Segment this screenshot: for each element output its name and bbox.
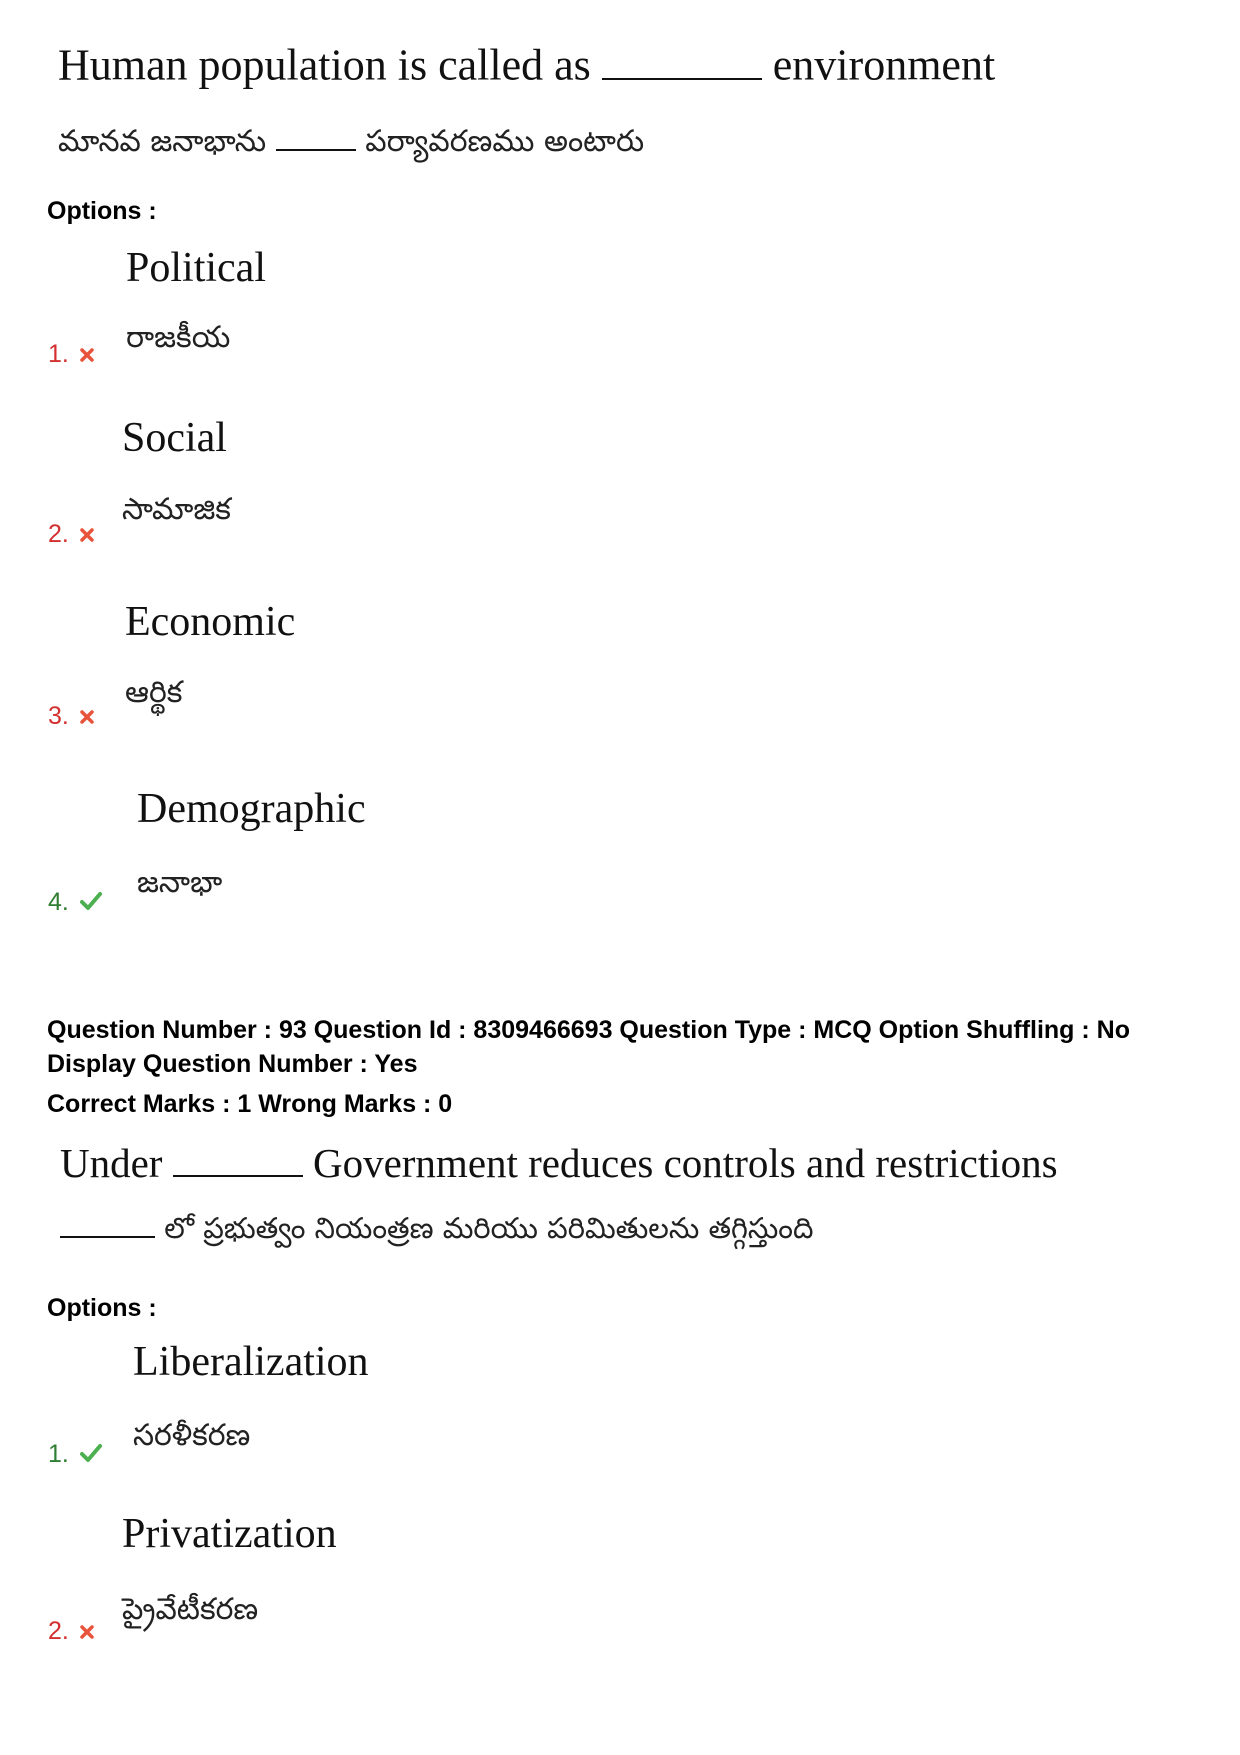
question-marks: Correct Marks : 1 Wrong Marks : 0 [47,1090,453,1118]
question-text-en-part2: environment [772,40,996,90]
option-text-te: రాజకీయ [126,320,231,355]
question-text-te [58,122,644,166]
option-text-en: Social [122,415,227,461]
option-text-te: ప్రైవేటీకరణ [122,1592,259,1627]
question-text-te [60,1210,813,1253]
wrong-cross-icon [79,521,95,550]
question-text-te-part2: పర్యావరణము అంటారు [365,124,645,159]
question-text-en [60,1138,1058,1187]
option-text-te: సరళీకరణ [133,1418,251,1453]
option-number: 1. [48,340,95,370]
question-text-te-part1: మానవ జనాభాను [58,124,267,159]
option-number: 2. [48,520,95,550]
option-number: 2. [48,1617,95,1647]
options-label: Options : [47,1294,157,1322]
question-text-en-part1: Human population is called as [58,40,591,90]
question-meta-line: Display Question Number : Yes [47,1050,418,1078]
option-text-en: Liberalization [133,1339,369,1385]
wrong-cross-icon [79,1618,95,1647]
correct-check-icon [79,1441,103,1470]
option-text-en: Political [126,245,266,291]
option-number: 3. [48,702,95,732]
question-text-en [58,38,995,91]
wrong-cross-icon [79,341,95,370]
option-text-te: ఆర్థిక [125,675,183,710]
question-text-en-part2: Government reduces controls and restrictions [312,1139,1058,1186]
options-label: Options : [47,197,157,225]
option-text-en: Privatization [122,1511,337,1557]
option-text-te: సామాజిక [122,492,231,527]
question-text-te-part2: లో ప్రభుత్వం నియంత్రణ మరియు పరిమితులను తగ్గిస్తుంది [164,1211,814,1246]
answer-blank [60,1210,155,1238]
option-number: 4. [48,888,103,918]
wrong-cross-icon [79,703,95,732]
question-text-en-part1: Under [60,1139,163,1186]
option-text-te: జనాభా [137,865,223,900]
question-meta-line: Question Number : 93 Question Id : 8309466693 Question Type : MCQ Option Shuffling : No [47,1016,1130,1044]
answer-blank [276,122,356,151]
answer-blank [173,1138,303,1177]
correct-check-icon [79,889,103,918]
option-number: 1. [48,1440,103,1470]
option-text-en: Demographic [137,786,366,832]
answer-blank [602,38,762,80]
option-text-en: Economic [125,599,296,645]
